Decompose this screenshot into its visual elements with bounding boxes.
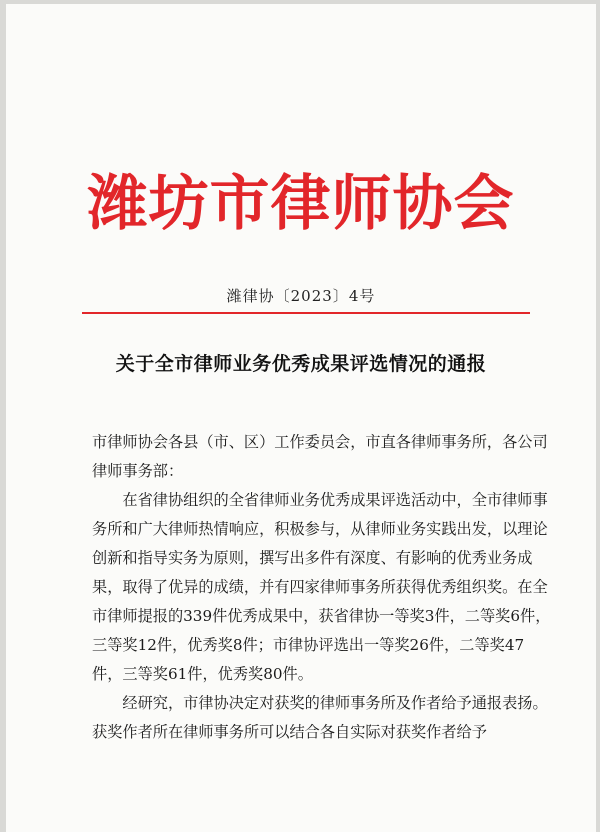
addressee: 市律师协会各县（市、区）工作委员会，市直各律师事务所，各公司律师事务部： [92, 433, 548, 480]
document-title: 关于全市律师业务优秀成果评选情况的通报 [115, 353, 487, 375]
document-page [6, 4, 596, 832]
letterhead-org-name: 潍坊市律师协会 [87, 169, 515, 239]
body-paragraph-1: 在省律协组织的全省律师业务优秀成果评选活动中，全市律师事务所和广大律师热情响应，积极参与，从律师业务实践出发，以理论创新和指导实务为原则，撰写出多件有深度、有影响的优秀业务成果，取得了优异的成绩，并有四家律师事务所获得优秀组织奖。在全市律师提报的339件优秀成果中，获省律协一等奖3件，二等奖6件，三等奖12件，优秀奖8件；市律协评选出一等奖26件，二等奖47件，三等奖61件，优秀奖80件。 [92, 491, 551, 683]
body-paragraph-2: 经研究，市律协决定对获奖的律师事务所及作者给予通报表扬。获奖作者所在律师事务所可以结合各自实际对获奖作者给予 [92, 694, 548, 741]
letterhead-divider [82, 312, 530, 314]
document-body [92, 428, 552, 747]
document-number: 潍律协〔2023〕4号 [226, 287, 376, 305]
